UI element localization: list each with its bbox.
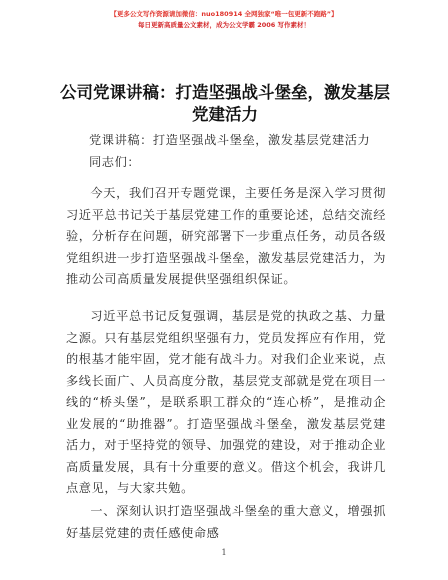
promo-banner-line-2: 每日更新高质量公文素材，成为公文学霸 2006 写作素材！ <box>137 21 311 29</box>
paragraph-significance: 习近平总书记反复强调，基层是党的执政之基、力量之源。只有基层党组织坚强有力，党员发挥应有作用，党的根基才能牢固，党才能有战斗力。对我们企业来说，点多线长面广、人员高度分散，基层党支部就是党在项目一线的“桥头堡”，是联系职工群众的“连心桥”，是推动企业发展的“助推器”。打造坚强战斗堡垒，激发基层党建活力，对于坚持党的领导、加强党的建设，对于推动企业高质量发展，具有十分重要的意义。借这个机会，我讲几点意见，与大家共勉。 <box>66 309 386 495</box>
greeting: 同志们： <box>89 155 141 169</box>
document-subtitle: 党课讲稿：打造坚强战斗堡垒，激发基层党建活力 <box>89 133 371 147</box>
section-heading-1: 一、深刻认识打造坚强战斗堡垒的重大意义，增强抓好基层党建的责任感使命感 <box>66 504 386 540</box>
document-title: 公司党课讲稿：打造坚强战斗堡垒，激发基层党建活力 <box>60 83 390 124</box>
page-number: 1 <box>221 548 227 557</box>
paragraph-intro: 今天，我们召开专题党课，主要任务是深入学习贯彻习近平总书记关于基层党建工作的重要论述，总结交流经验，分析存在问题，研究部署下一步重点任务，动员各级党组织进一步打造坚强战斗堡垒，激发基层党建活力，为推动公司高质量发展提供坚强组织保证。 <box>66 186 386 286</box>
promo-banner-line-1: 【更多公文写作资源请加微信：nuo180914 全网独家“唯一包更新不跑路”】 <box>110 10 338 18</box>
